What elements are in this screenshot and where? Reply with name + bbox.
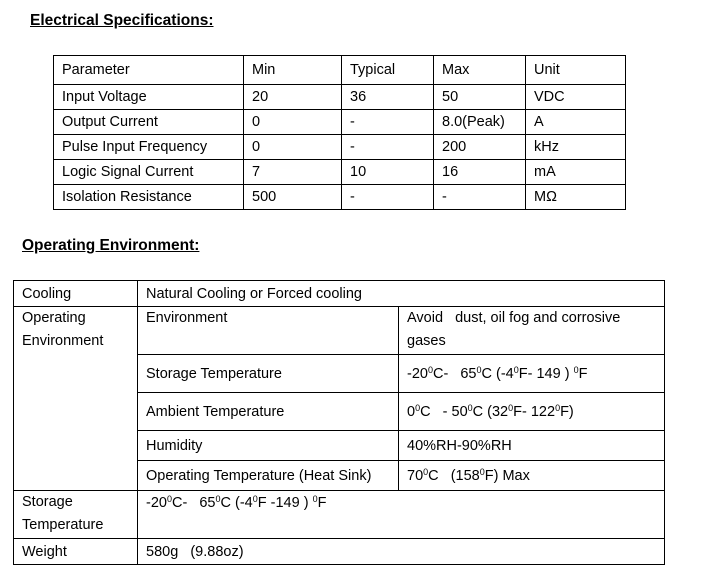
- cooling-value: Natural Cooling or Forced cooling: [138, 281, 665, 307]
- table-row: [54, 110, 626, 135]
- environment-value: [399, 307, 665, 355]
- electrical-specifications-table: [53, 55, 626, 210]
- column-header-min: Min: [244, 56, 342, 85]
- cell-max: 50: [434, 85, 526, 110]
- operating-environment-label-line-2: Environment: [22, 333, 104, 349]
- cell-parameter: Input Voltage: [54, 85, 244, 110]
- operating-temperature-value: [399, 461, 665, 491]
- cell-unit: mA: [526, 160, 626, 185]
- cell-parameter: Output Current: [54, 110, 244, 135]
- degree-superscript: 0: [415, 402, 421, 413]
- value-part: C - 50: [420, 403, 468, 420]
- value-part: C (-4: [220, 495, 253, 511]
- operating-environment-heading: Operating Environment:: [22, 237, 200, 254]
- table-row: [54, 185, 626, 210]
- table-row: [14, 307, 665, 355]
- electrical-specifications-heading: Electrical Specifications:: [30, 12, 214, 29]
- degree-superscript: 0: [508, 402, 514, 413]
- degree-superscript: 0: [252, 494, 258, 504]
- operating-environment-table: [13, 280, 665, 565]
- table-row: [54, 135, 626, 160]
- storage-label-line-2: Temperature: [22, 517, 104, 533]
- cell-parameter: Logic Signal Current: [54, 160, 244, 185]
- value-part: C- 65: [171, 495, 216, 511]
- cell-parameter: Pulse Input Frequency: [54, 135, 244, 160]
- column-header-max: Max: [434, 56, 526, 85]
- operating-environment-label-line-1: Operating: [22, 310, 86, 326]
- cell-parameter: Isolation Resistance: [54, 185, 244, 210]
- value-part: -20: [146, 495, 167, 511]
- degree-superscript: 0: [513, 364, 519, 375]
- value-part: C (158: [428, 467, 480, 484]
- humidity-label: Humidity: [138, 431, 399, 461]
- degree-superscript: 0: [555, 402, 561, 413]
- value-part: C (32: [472, 403, 509, 420]
- value-part: 70: [407, 467, 424, 484]
- degree-superscript: 0: [215, 494, 221, 504]
- degree-superscript: 0: [427, 364, 433, 375]
- value-part: F- 149 ): [518, 365, 574, 382]
- storage-temperature-value: [399, 355, 665, 393]
- storage-label: [14, 491, 138, 539]
- cell-max: 16: [434, 160, 526, 185]
- environment-value-line-2: gases: [407, 333, 446, 349]
- environment-value-line-1: Avoid dust, oil fog and corrosive: [407, 310, 621, 326]
- table-row: [14, 281, 665, 307]
- value-part: C- 65: [432, 365, 477, 382]
- cell-unit: A: [526, 110, 626, 135]
- cell-min: 0: [244, 135, 342, 160]
- cell-unit: kHz: [526, 135, 626, 160]
- value-part: -20: [407, 365, 428, 382]
- humidity-value: 40%RH-90%RH: [399, 431, 665, 461]
- cell-min: 20: [244, 85, 342, 110]
- cell-typical: 10: [342, 160, 434, 185]
- table-row: [54, 85, 626, 110]
- cell-min: 500: [244, 185, 342, 210]
- operating-environment-label: [14, 307, 138, 491]
- ambient-temperature-label: Ambient Temperature: [138, 393, 399, 431]
- storage-label-line-1: Storage: [22, 494, 73, 510]
- value-part: F): [560, 403, 574, 420]
- cell-max: -: [434, 185, 526, 210]
- table-row: [54, 160, 626, 185]
- value-part: F: [578, 365, 588, 382]
- cell-min: 0: [244, 110, 342, 135]
- weight-label: Weight: [14, 539, 138, 565]
- storage-value: [138, 491, 665, 539]
- cell-min: 7: [244, 160, 342, 185]
- cell-max: 8.0(Peak): [434, 110, 526, 135]
- cell-typical: -: [342, 135, 434, 160]
- table-row: [14, 539, 665, 565]
- column-header-typical: Typical: [342, 56, 434, 85]
- value-part: F- 122: [513, 403, 556, 420]
- column-header-unit: Unit: [526, 56, 626, 85]
- weight-value: 580g (9.88oz): [138, 539, 665, 565]
- column-header-parameter: Parameter: [54, 56, 244, 85]
- value-part: F) Max: [484, 467, 530, 484]
- degree-superscript: 0: [312, 494, 318, 504]
- ambient-temperature-value: [399, 393, 665, 431]
- value-part: F: [317, 495, 327, 511]
- table-row: [14, 491, 665, 539]
- value-part: C (-4: [481, 365, 514, 382]
- degree-superscript: 0: [479, 466, 485, 477]
- degree-superscript: 0: [423, 466, 429, 477]
- cell-unit: VDC: [526, 85, 626, 110]
- cell-typical: -: [342, 185, 434, 210]
- environment-label: Environment: [138, 307, 399, 355]
- cell-typical: 36: [342, 85, 434, 110]
- cell-unit: MΩ: [526, 185, 626, 210]
- degree-superscript: 0: [573, 364, 579, 375]
- degree-superscript: 0: [166, 494, 172, 504]
- value-part: F -149 ): [257, 495, 313, 511]
- cell-typical: -: [342, 110, 434, 135]
- table-header-row: [54, 56, 626, 85]
- operating-temperature-label: Operating Temperature (Heat Sink): [138, 461, 399, 491]
- cooling-label: Cooling: [14, 281, 138, 307]
- value-part: 0: [407, 403, 416, 420]
- storage-temperature-label: Storage Temperature: [138, 355, 399, 393]
- degree-superscript: 0: [476, 364, 482, 375]
- cell-max: 200: [434, 135, 526, 160]
- degree-superscript: 0: [467, 402, 473, 413]
